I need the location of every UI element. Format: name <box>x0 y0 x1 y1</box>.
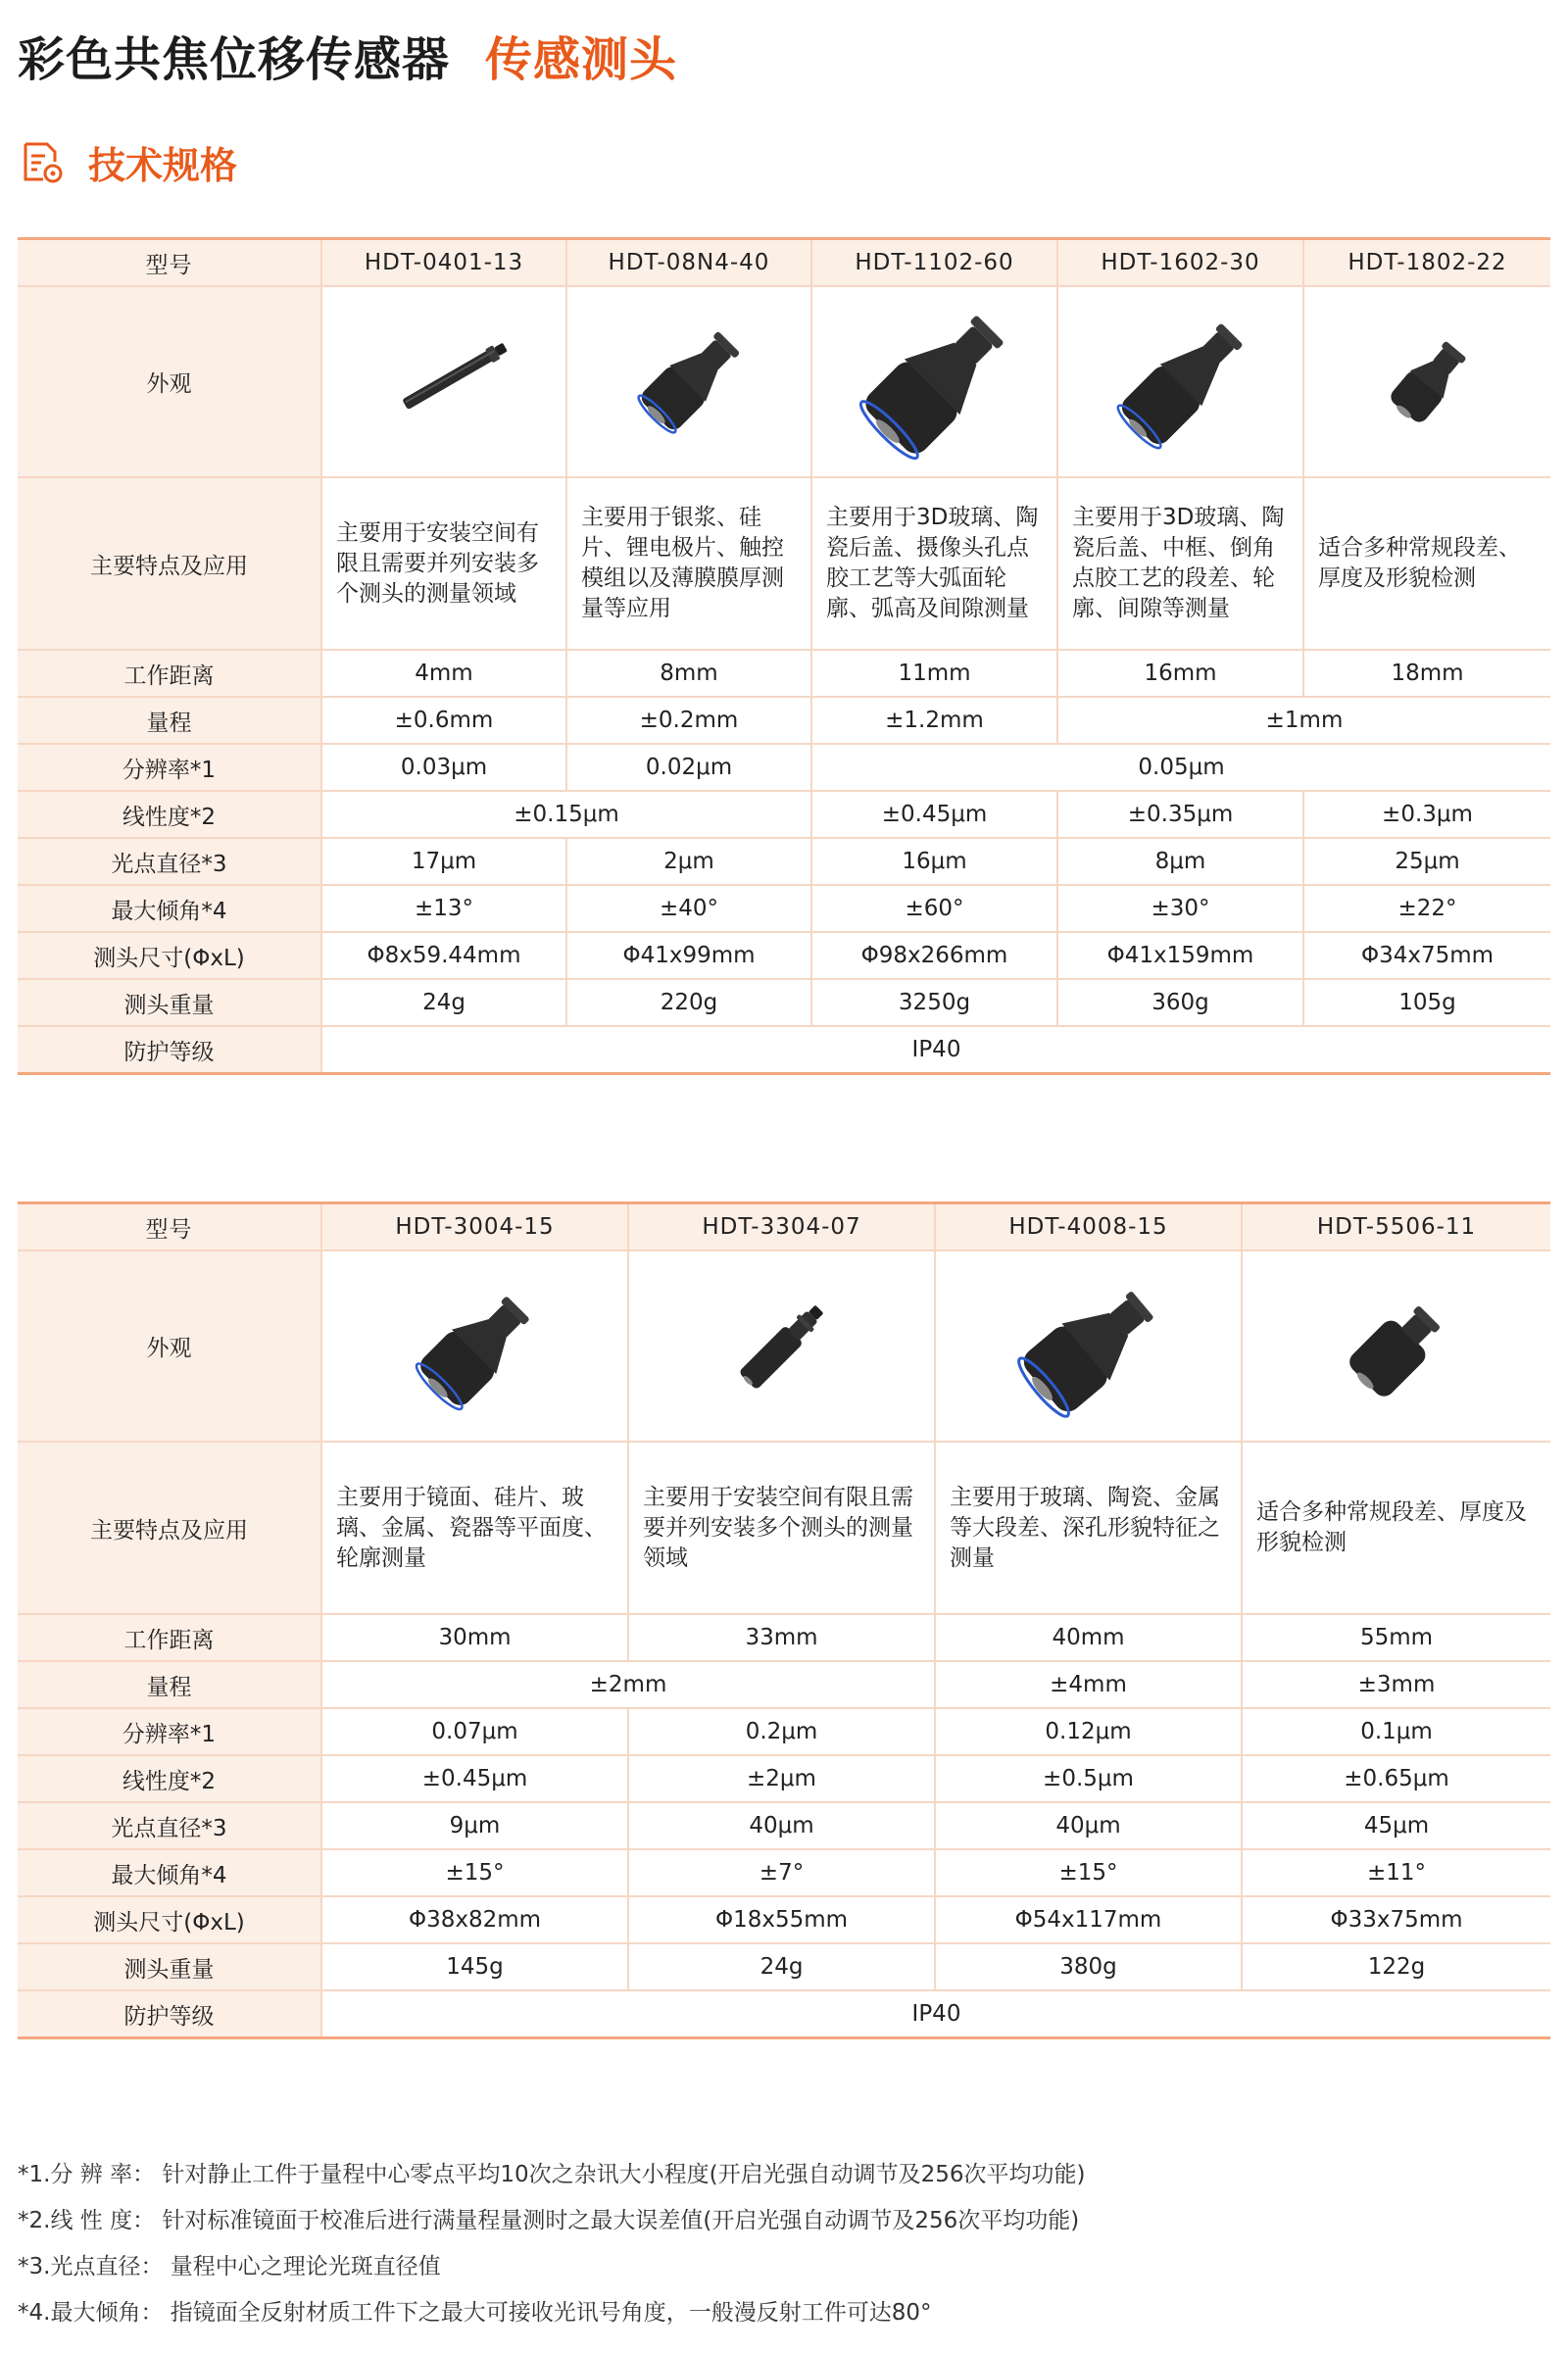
table-row-resolution <box>18 1708 1550 1755</box>
row-label-size: 测头尺寸(ΦxL) <box>18 932 321 979</box>
table-cell: Φ41x99mm <box>566 932 811 979</box>
table-cell: 33mm <box>628 1614 935 1661</box>
probe-image-cell <box>321 1250 628 1442</box>
table-cell: ±7° <box>628 1849 935 1896</box>
table-cell: IP40 <box>321 1990 1550 2038</box>
table-row-features <box>18 1442 1550 1614</box>
table-cell: 8mm <box>566 650 811 697</box>
row-label-resolution: 分辨率*1 <box>18 744 321 791</box>
table-cell: ±0.15μm <box>321 791 811 838</box>
row-label-work-distance: 工作距离 <box>18 1614 321 1661</box>
probe-image-cell <box>1057 286 1303 477</box>
table-row-linearity <box>18 1755 1550 1802</box>
probe-image <box>1364 319 1492 446</box>
spec-document-icon <box>18 138 65 185</box>
table-cell: 11mm <box>811 650 1057 697</box>
row-label-work-distance: 工作距离 <box>18 650 321 697</box>
row-label-size: 测头尺寸(ΦxL) <box>18 1896 321 1943</box>
probe-image <box>375 304 513 461</box>
row-label-spot-diameter: 光点直径*3 <box>18 1802 321 1849</box>
row-label-linearity: 线性度*2 <box>18 791 321 838</box>
row-label-linearity: 线性度*2 <box>18 1755 321 1802</box>
spec-table-2 <box>18 1201 1550 2039</box>
feature-text: 主要用于安装空间有限且需要并列安装多个测头的测量领域 <box>628 1442 935 1614</box>
table-cell: 360g <box>1057 979 1303 1026</box>
model-name: HDT-1802-22 <box>1303 239 1550 287</box>
row-label-protection: 防护等级 <box>18 1026 321 1074</box>
row-label-spot-diameter: 光点直径*3 <box>18 838 321 885</box>
table-cell: ±15° <box>321 1849 628 1896</box>
table-row-spot-diameter <box>18 838 1550 885</box>
table-cell: 145g <box>321 1943 628 1990</box>
table-cell: 8μm <box>1057 838 1303 885</box>
table-cell: 40mm <box>935 1614 1242 1661</box>
footnotes <box>18 2152 1086 2336</box>
table-cell: 105g <box>1303 979 1550 1026</box>
row-label-range: 量程 <box>18 1661 321 1708</box>
page-title-main: 彩色共焦位移传感器 <box>18 32 451 87</box>
model-name: HDT-1102-60 <box>811 239 1057 287</box>
probe-image <box>1001 1263 1177 1430</box>
table-row-resolution <box>18 744 1550 791</box>
row-label-appearance: 外观 <box>18 286 321 477</box>
table-cell: 24g <box>321 979 566 1026</box>
table-row-weight <box>18 1943 1550 1990</box>
table-row-range <box>18 1661 1550 1708</box>
table-row-max-tilt <box>18 885 1550 932</box>
row-label-max-tilt: 最大倾角*4 <box>18 885 321 932</box>
row-label-features: 主要特点及应用 <box>18 477 321 650</box>
table-cell: ±1mm <box>1057 697 1550 744</box>
probe-image <box>620 304 758 461</box>
feature-text: 主要用于银浆、硅片、锂电极片、触控模组以及薄膜膜厚测量等应用 <box>566 477 811 650</box>
table-cell: Φ34x75mm <box>1303 932 1550 979</box>
table-cell: ±4mm <box>935 1661 1242 1708</box>
feature-text: 主要用于3D玻璃、陶瓷后盖、摄像头孔点胶工艺等大弧面轮廓、弧高及间隙测量 <box>811 477 1057 650</box>
model-name: HDT-08N4-40 <box>566 239 811 287</box>
table-cell: 55mm <box>1242 1614 1550 1661</box>
table-cell: 0.12μm <box>935 1708 1242 1755</box>
row-label-weight: 测头重量 <box>18 979 321 1026</box>
row-label-features: 主要特点及应用 <box>18 1442 321 1614</box>
table-cell: Φ54x117mm <box>935 1896 1242 1943</box>
table-cell: ±0.6mm <box>321 697 566 744</box>
table-cell: 4mm <box>321 650 566 697</box>
probe-image <box>1098 299 1264 466</box>
table-cell: ±0.5μm <box>935 1755 1242 1802</box>
model-name: HDT-4008-15 <box>935 1203 1242 1251</box>
section-heading <box>18 137 237 186</box>
section-title: 技术规格 <box>88 143 238 187</box>
row-label-resolution: 分辨率*1 <box>18 1708 321 1755</box>
table-cell: 0.03μm <box>321 744 566 791</box>
page-title <box>18 22 677 89</box>
probe-image-cell <box>321 286 566 477</box>
footnote: *1.分 辨 率： 针对静止工件于量程中心零点平均10次之杂讯大小程度(开启光强自动调节及256次平均功能) <box>18 2162 1086 2187</box>
model-name: HDT-3004-15 <box>321 1203 628 1251</box>
probe-image-cell <box>628 1250 935 1442</box>
table-cell: 17μm <box>321 838 566 885</box>
table-cell: ±1.2mm <box>811 697 1057 744</box>
table-row-range <box>18 697 1550 744</box>
table-cell: ±40° <box>566 885 811 932</box>
table-row-work-distance <box>18 650 1550 697</box>
probe-image <box>847 294 1023 470</box>
table-cell: ±2mm <box>321 1661 935 1708</box>
table-row-max-tilt <box>18 1849 1550 1896</box>
table-cell: ±22° <box>1303 885 1550 932</box>
footnote: *2.线 性 度： 针对标准镜面于校准后进行满量程量测时之最大误差值(开启光强自动调节及256次平均功能) <box>18 2208 1080 2233</box>
row-label-max-tilt: 最大倾角*4 <box>18 1849 321 1896</box>
table-row-weight <box>18 979 1550 1026</box>
feature-text: 主要用于镜面、硅片、玻璃、金属、瓷器等平面度、轮廓测量 <box>321 1442 628 1614</box>
table-cell: 18mm <box>1303 650 1550 697</box>
table-cell: ±15° <box>935 1849 1242 1896</box>
row-label-protection: 防护等级 <box>18 1990 321 2038</box>
page-title-sub: 传感测头 <box>485 32 678 87</box>
table-cell: Φ98x266mm <box>811 932 1057 979</box>
footnote: *3.光点直径： 量程中心之理论光斑直径值 <box>18 2254 441 2279</box>
model-name: HDT-0401-13 <box>321 239 566 287</box>
table-cell: 220g <box>566 979 811 1026</box>
model-name: HDT-3304-07 <box>628 1203 935 1251</box>
footnote: *4.最大倾角： 指镜面全反射材质工件下之最大可接收光讯号角度，一般漫反射工件可达80° <box>18 2300 932 2326</box>
table-row-spot-diameter <box>18 1802 1550 1849</box>
feature-text: 适合多种常规段差、厚度及形貌检测 <box>1242 1442 1550 1614</box>
feature-text: 主要用于玻璃、陶瓷、金属等大段差、深孔形貌特征之测量 <box>935 1442 1242 1614</box>
table-cell: 9μm <box>321 1802 628 1849</box>
table-cell: 2μm <box>566 838 811 885</box>
table-cell: ±0.35μm <box>1057 791 1303 838</box>
table-cell: Φ41x159mm <box>1057 932 1303 979</box>
table-cell: 16μm <box>811 838 1057 885</box>
probe-image <box>397 1268 554 1425</box>
table-row-work-distance <box>18 1614 1550 1661</box>
table-row-appearance <box>18 286 1550 477</box>
feature-text: 主要用于3D玻璃、陶瓷后盖、中框、倒角点胶工艺的段差、轮廓、间隙等测量 <box>1057 477 1303 650</box>
table-cell: ±0.45μm <box>321 1755 628 1802</box>
table-cell: ±60° <box>811 885 1057 932</box>
table-cell: 25μm <box>1303 838 1550 885</box>
table-row-protection <box>18 1990 1550 2038</box>
probe-image-cell <box>566 286 811 477</box>
table-cell: Φ18x55mm <box>628 1896 935 1943</box>
table-cell: 24g <box>628 1943 935 1990</box>
table-cell: 45μm <box>1242 1802 1550 1849</box>
model-name: HDT-1602-30 <box>1057 239 1303 287</box>
table-row-appearance <box>18 1250 1550 1442</box>
probe-image-cell <box>1242 1250 1550 1442</box>
probe-image <box>1323 1273 1470 1420</box>
table-cell: ±30° <box>1057 885 1303 932</box>
row-label-weight: 测头重量 <box>18 1943 321 1990</box>
table-cell: 30mm <box>321 1614 628 1661</box>
table-cell: Φ33x75mm <box>1242 1896 1550 1943</box>
table-cell: 3250g <box>811 979 1057 1026</box>
table-cell: IP40 <box>321 1026 1550 1074</box>
table-cell: 0.02μm <box>566 744 811 791</box>
table-cell: 0.1μm <box>1242 1708 1550 1755</box>
table-cell: 0.05μm <box>811 744 1550 791</box>
probe-image-cell <box>1303 286 1550 477</box>
table-cell: ±0.3μm <box>1303 791 1550 838</box>
table-cell: ±13° <box>321 885 566 932</box>
row-label-model: 型号 <box>18 1203 321 1251</box>
table-cell: ±0.45μm <box>811 791 1057 838</box>
row-label-model: 型号 <box>18 239 321 287</box>
table-cell: 380g <box>935 1943 1242 1990</box>
table-row-model <box>18 1203 1550 1251</box>
table-cell: ±3mm <box>1242 1661 1550 1708</box>
spec-table-1 <box>18 237 1550 1075</box>
table-cell: 40μm <box>628 1802 935 1849</box>
row-label-range: 量程 <box>18 697 321 744</box>
table-row-linearity <box>18 791 1550 838</box>
model-name: HDT-5506-11 <box>1242 1203 1550 1251</box>
table-cell: 40μm <box>935 1802 1242 1849</box>
table-cell: ±2μm <box>628 1755 935 1802</box>
table-cell: Φ8x59.44mm <box>321 932 566 979</box>
feature-text: 主要用于安装空间有限且需要并列安装多个测头的测量领域 <box>321 477 566 650</box>
table-row-model <box>18 239 1550 287</box>
row-label-appearance: 外观 <box>18 1250 321 1442</box>
table-cell: 0.07μm <box>321 1708 628 1755</box>
probe-image-cell <box>811 286 1057 477</box>
table-cell: ±0.65μm <box>1242 1755 1550 1802</box>
table-cell: ±11° <box>1242 1849 1550 1896</box>
table-cell: 16mm <box>1057 650 1303 697</box>
table-row-protection <box>18 1026 1550 1074</box>
probe-image-cell <box>935 1250 1242 1442</box>
table-row-size <box>18 1896 1550 1943</box>
table-cell: 122g <box>1242 1943 1550 1990</box>
table-cell: 0.2μm <box>628 1708 935 1755</box>
probe-image <box>718 1278 846 1415</box>
table-row-features <box>18 477 1550 650</box>
table-cell: ±0.2mm <box>566 697 811 744</box>
table-row-size <box>18 932 1550 979</box>
table-cell: Φ38x82mm <box>321 1896 628 1943</box>
feature-text: 适合多种常规段差、厚度及形貌检测 <box>1303 477 1550 650</box>
